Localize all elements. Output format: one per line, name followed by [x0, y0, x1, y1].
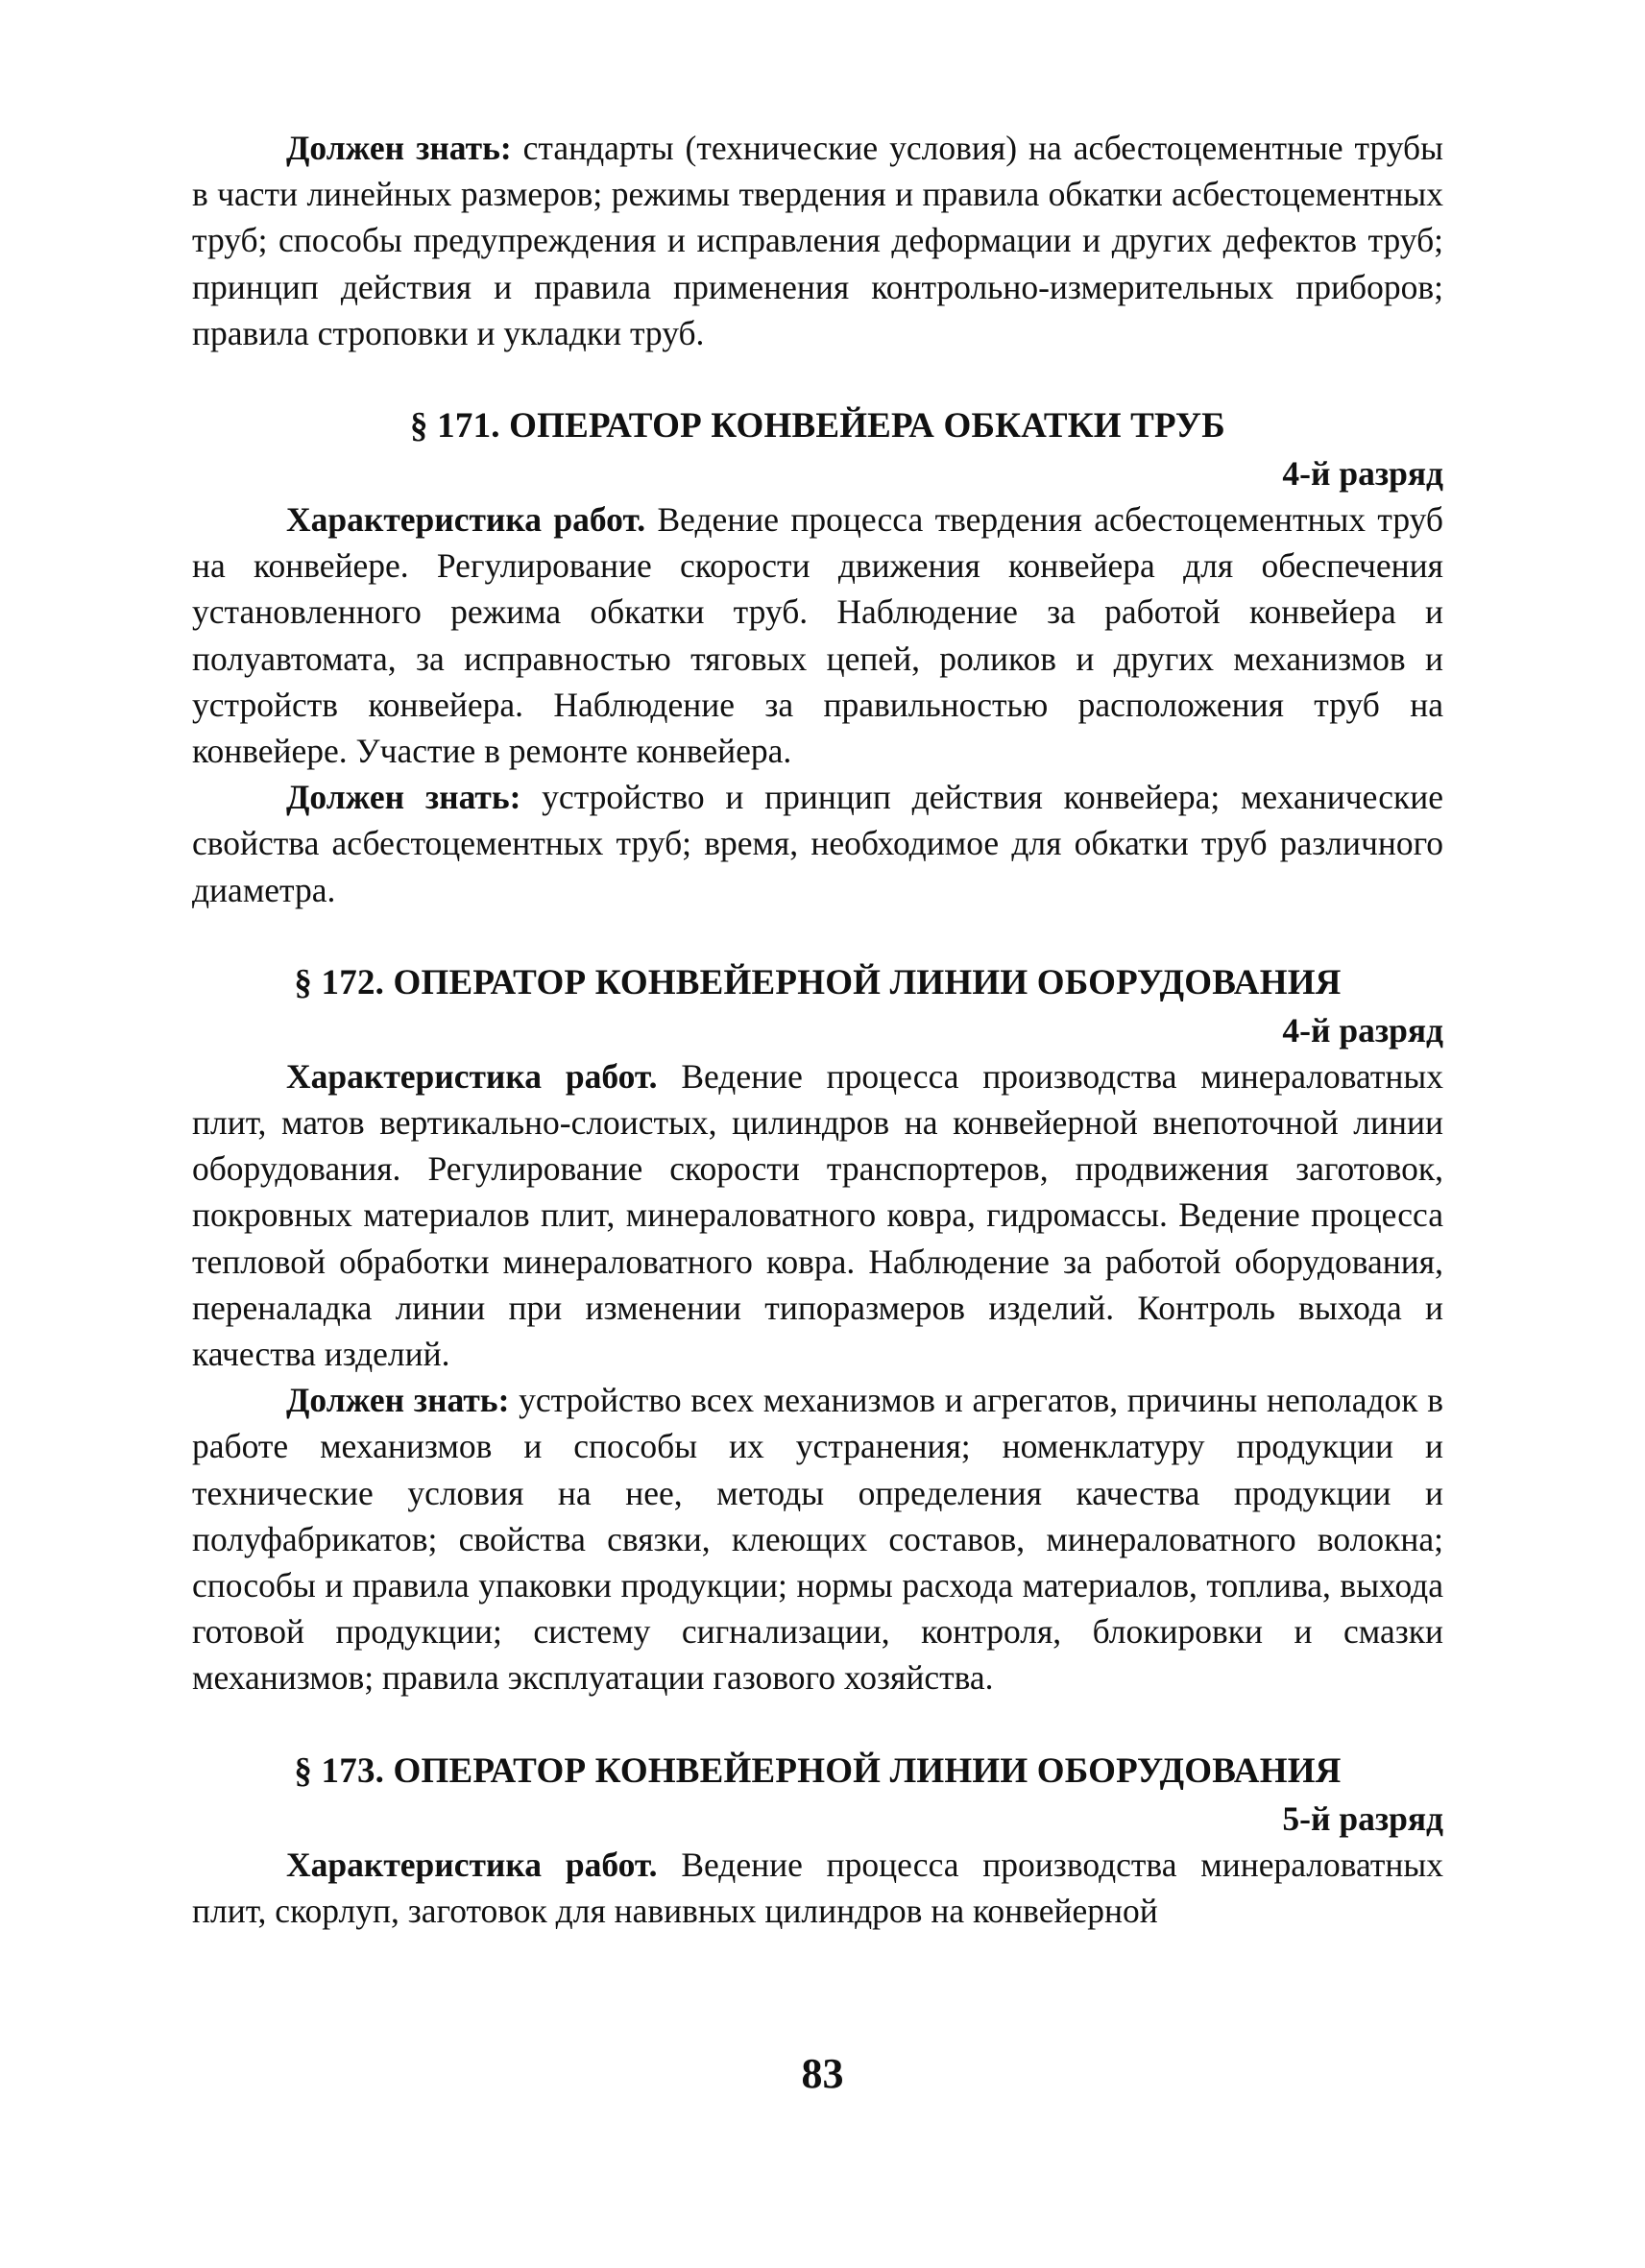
section-171-work-text: Ведение процесса твердения асбестоцементных труб на конвейере. Регулирование скорости движения конвейера для обеспечения установленного режима обкатки труб. Наблюдение за работой конвейера и полуавтомата, за исправностью тяговых цепей, роликов и других механизмов и устройств конвейера. Наблюдение за правильностью расположения труб на конвейере. Участие в ремонте конвейера.	[192, 500, 1443, 771]
section-171-know-lead: Должен знать:	[286, 778, 521, 817]
intro-text: стандарты (технические условия) на асбестоцементные трубы в части линейных размеров; режимы твердения и правила обкатки асбестоцементных труб; способы предупреждения и исправления деформации и других дефектов труб; принцип действия и правила применения контрольно-измерительных приборов; правила строповки и укладки труб.	[192, 129, 1443, 352]
section-173-work-paragraph	[192, 1842, 1443, 1934]
section-172-grade: 4-й разряд	[1282, 1010, 1443, 1050]
page-body	[192, 125, 1443, 1934]
section-173-grade: 5-й разряд	[1282, 1798, 1443, 1838]
section-171-heading: § 171. ОПЕРАТОР КОНВЕЙЕРА ОБКАТКИ ТРУБ	[410, 406, 1225, 446]
section-171-know-text: устройство и принцип действия конвейера; механические свойства асбестоцементных труб; время, необходимое для обкатки труб различного диаметра.	[192, 778, 1443, 909]
section-172-know-text: устройство всех механизмов и агрегатов, причины неполадок в работе механизмов и способы их устранения; номенклатуру продукции и технические условия на нее, методы определения качества продукции и полуфабрикатов; свойства связки, клеющих составов, минераловатного волокна; способы и правила упаковки продукции; нормы расхода материалов, топлива, выхода готовой продукции; систему сигнализации, контроля, блокировки и смазки механизмов; правила эксплуатации газового хозяйства.	[192, 1381, 1443, 1698]
intro-paragraph	[192, 125, 1443, 356]
intro-lead: Должен знать:	[286, 129, 512, 167]
page-number: 83	[801, 2050, 844, 2097]
section-172-know-paragraph	[192, 1377, 1443, 1701]
section-173-work-lead: Характеристика работ.	[286, 1845, 658, 1884]
section-172-work-lead: Характеристика работ.	[286, 1056, 658, 1096]
section-172-work-text: Ведение процесса производства минераловатных плит, матов вертикально-слоистых, цилиндров на конвейерной внепоточной линии оборудования. Регулирование скорости транспортеров, продвижения заготовок, покровных материалов плит, минераловатного ковра, гидромассы. Ведение процесса тепловой обработки минераловатного ковра. Наблюдение за работой оборудования, переналадка линии при изменении типоразмеров изделий. Контроль выхода и качества изделий.	[192, 1056, 1443, 1374]
section-173-heading: § 173. ОПЕРАТОР КОНВЕЙЕРНОЙ ЛИНИИ ОБОРУДОВАНИЯ	[294, 1750, 1342, 1791]
section-171-know-paragraph	[192, 774, 1443, 913]
section-171-grade: 4-й разряд	[1282, 454, 1443, 494]
section-172-know-lead: Должен знать:	[286, 1381, 510, 1420]
section-171-work-paragraph	[192, 496, 1443, 774]
section-172-work-paragraph	[192, 1053, 1443, 1377]
section-171-work-lead: Характеристика работ.	[286, 500, 646, 540]
section-173-work-text: Ведение процесса производства минераловатных плит, скорлуп, заготовок для навивных цилиндров на конвейерной	[192, 1845, 1443, 1930]
section-172-heading: § 172. ОПЕРАТОР КОНВЕЙЕРНОЙ ЛИНИИ ОБОРУДОВАНИЯ	[294, 962, 1342, 1002]
